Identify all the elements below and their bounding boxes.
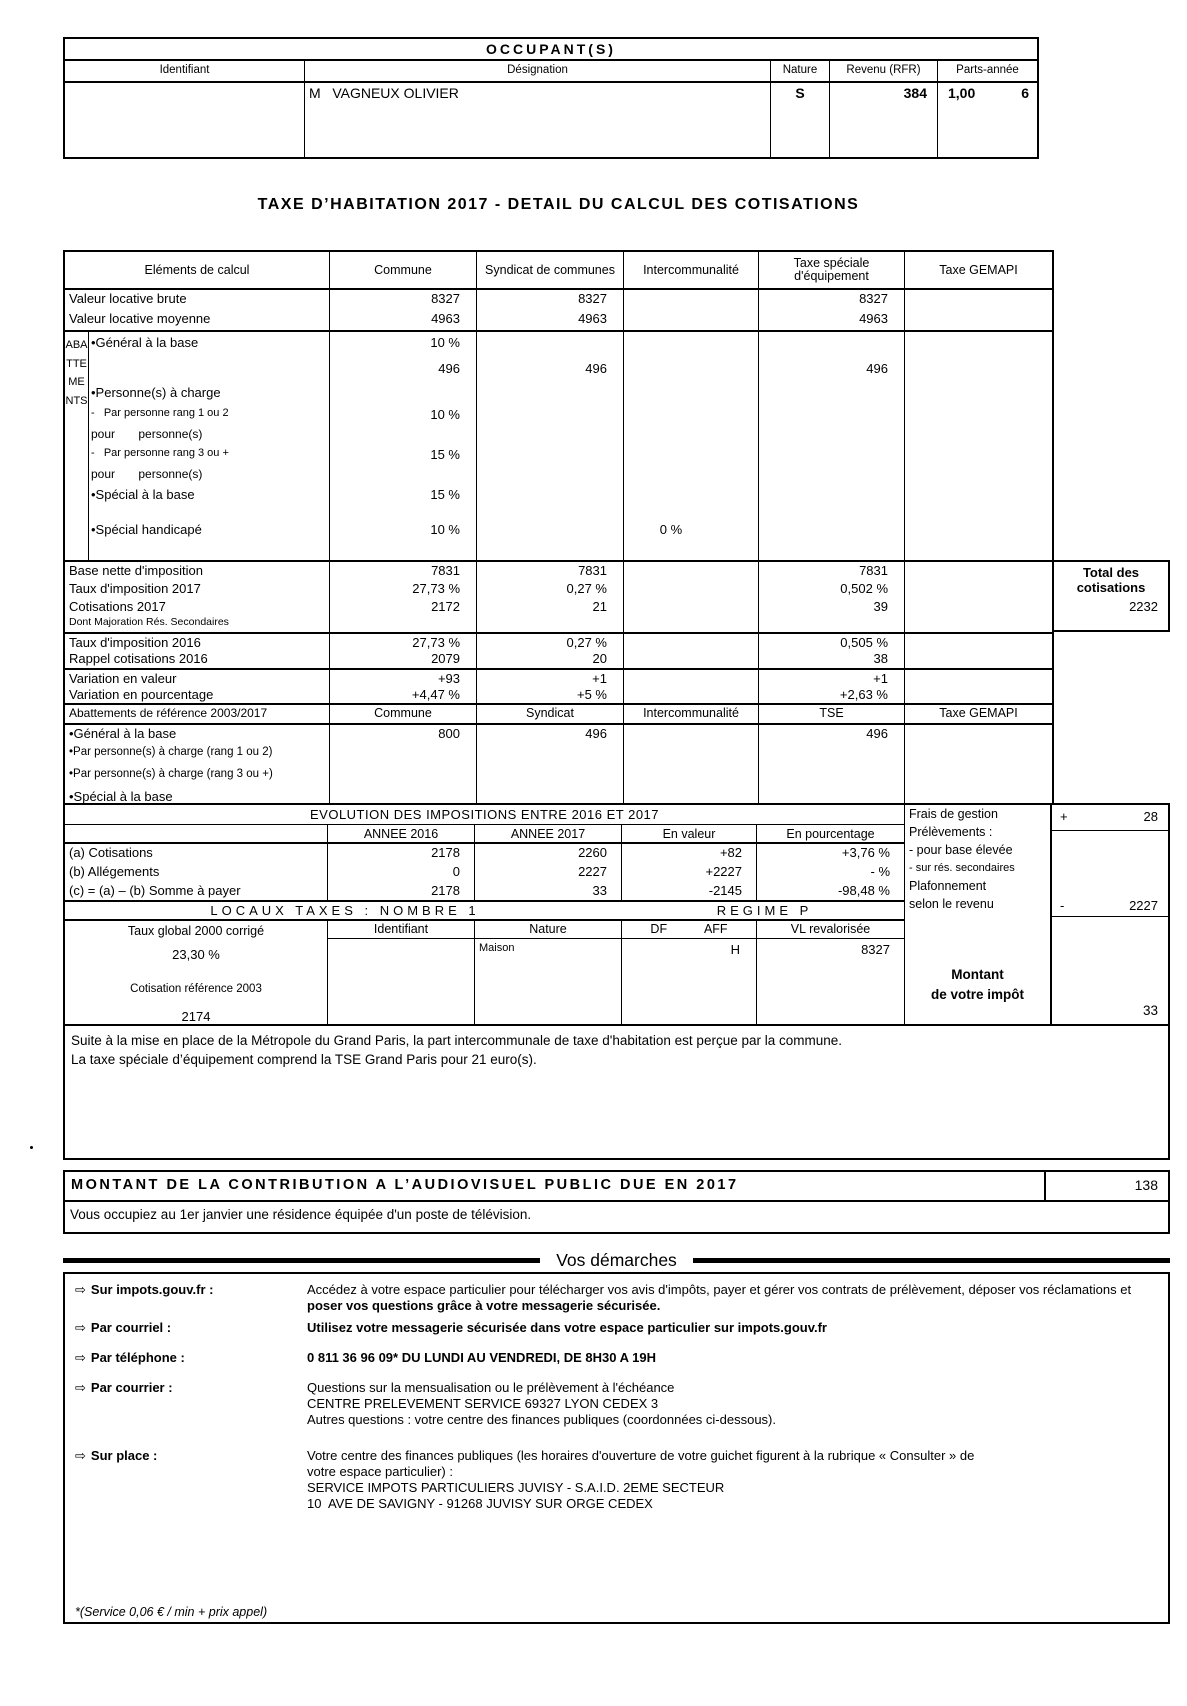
spacer <box>1054 250 1170 290</box>
cell: 4963 <box>759 310 905 330</box>
spacer <box>1054 650 1170 668</box>
cell <box>905 310 1052 330</box>
row-label: Valeur locative moyenne <box>65 310 330 330</box>
total-cotisations-label: Total des <box>1082 565 1140 580</box>
side-panel <box>905 805 1170 1024</box>
cell: 15 % <box>430 487 460 502</box>
row-label: Cotisations 2017 <box>65 598 330 615</box>
stray-mark <box>30 1146 33 1149</box>
locaux-header-row <box>328 921 904 939</box>
cell: +4,47 % <box>330 686 477 703</box>
item-line: 10 AVE DE SAVIGNY - 91268 JUVISY SUR ORGE CEDEX <box>307 1496 653 1511</box>
cell <box>330 427 476 447</box>
cell <box>905 598 1052 615</box>
abatt-label: •Personne(s) à charge <box>91 385 221 400</box>
base-elevee-label: - pour base élevée <box>909 843 1013 857</box>
item-line: SERVICE IMPOTS PARTICULIERS JUVISY - S.A.I.D. 2EME SECTEUR <box>307 1480 725 1495</box>
cotisation-ref-value: 2174 <box>181 1009 211 1024</box>
row-label: Base nette d'imposition <box>65 562 330 580</box>
cell <box>905 725 1052 745</box>
regime-label: REGIME P <box>716 903 813 918</box>
abatt-label: •Général à la base <box>91 335 199 350</box>
cell: +2,63 % <box>759 686 905 703</box>
col-commune: Commune <box>330 252 477 288</box>
locaux-row <box>328 939 904 1024</box>
notes-box <box>63 1024 1170 1160</box>
cell: 0,27 % <box>477 634 624 650</box>
row-label: •Par personne(s) à charge (rang 3 ou +) <box>65 767 330 788</box>
occupant-row <box>65 83 1037 157</box>
cell: 39 <box>759 598 905 615</box>
cell: +1 <box>477 670 624 686</box>
header-nature: Nature <box>475 921 622 938</box>
cotisation-ref-label: Cotisation référence 2003 <box>130 983 262 995</box>
occupants-title: OCCUPANT(S) <box>65 39 1037 61</box>
table-row <box>63 668 1170 686</box>
cell <box>905 650 1052 668</box>
cell: Syndicat <box>477 705 624 723</box>
plafonnement-label: Plafonnement <box>909 879 987 893</box>
cell: 0,505 % <box>759 634 905 650</box>
item-line: Autres questions : votre centre des finances publiques (coordonnées ci-dessous). <box>307 1412 776 1427</box>
cell: 2260 <box>475 844 622 863</box>
spacer <box>1054 290 1170 310</box>
total-cotisations-box: Total des cotisations 2232 <box>1054 560 1170 632</box>
cell: +93 <box>330 670 477 686</box>
abattements-gutter: ABATTEMENTS <box>65 332 89 560</box>
audiovisuel-value: 138 <box>1134 1177 1158 1193</box>
note-line: Suite à la mise en place de la Métropole du Grand Paris, la part intercommunale de taxe d'habitation est perçue par la commune. <box>71 1033 843 1048</box>
spacer <box>1054 703 1170 723</box>
table-row <box>63 788 1170 803</box>
evolution-row <box>65 863 904 882</box>
demarche-item <box>75 1350 1158 1366</box>
cell: TSE <box>759 705 905 723</box>
header-en-pourcentage: En pourcentage <box>786 827 875 841</box>
table-row <box>63 310 1170 330</box>
cell: 20 <box>477 650 624 668</box>
table-row <box>63 723 1170 745</box>
spacer <box>1054 686 1170 703</box>
spacer <box>1054 310 1170 330</box>
cell: 7831 <box>477 562 624 580</box>
table-row <box>63 686 1170 703</box>
cell: 4963 <box>330 310 477 330</box>
table-row <box>63 580 1170 598</box>
res-secondaires-label: - sur rés. secondaires <box>909 862 1015 874</box>
cell: 496 <box>866 361 888 376</box>
parts-months: 6 <box>1021 85 1029 101</box>
cell: 8327 <box>861 942 890 957</box>
spacer <box>1054 745 1170 767</box>
cell: 4963 <box>477 310 624 330</box>
cell <box>905 670 1052 686</box>
row-label: •Par personne(s) à charge (rang 1 ou 2) <box>65 745 330 767</box>
audiovisuel-title: MONTANT DE LA CONTRIBUTION A L’AUDIOVISUEL PUBLIC DUE EN 2017 <box>65 1172 1046 1200</box>
table-row <box>63 650 1170 668</box>
occupant-nature: S <box>771 83 830 157</box>
abatt-label <box>89 361 329 385</box>
abatt-label: pour personne(s) <box>91 427 203 441</box>
audiovisuel-section <box>63 1170 1170 1234</box>
header-nature: Nature <box>771 61 830 81</box>
spacer <box>1054 330 1170 560</box>
cell <box>624 310 759 330</box>
montant-impot-cell <box>1052 917 1168 1024</box>
cell: - % <box>870 864 890 879</box>
table-row <box>63 745 1170 767</box>
occupants-header-row <box>65 61 1037 83</box>
divider-line <box>63 1258 540 1263</box>
header-designation: Désignation <box>305 61 771 81</box>
demarches-heading-row <box>63 1250 1170 1271</box>
row-label: Valeur locative brute <box>65 290 330 310</box>
col-gemapi: Taxe GEMAPI <box>939 262 1018 277</box>
minus-sign: - <box>1060 898 1065 913</box>
cell: 2079 <box>330 650 477 668</box>
row-label: (c) = (a) – (b) Somme à payer <box>65 882 328 900</box>
cell: 2178 <box>328 844 475 863</box>
item-line: Votre centre des finances publiques (les horaires d'ouverture de votre guichet figurent à la rubrique « Consulter » de <box>307 1448 975 1463</box>
montant-impot-label: Montant de votre impôt <box>930 967 1024 1002</box>
header-revenu: Revenu (RFR) <box>830 61 938 81</box>
cell: 496 <box>759 725 905 745</box>
cell: 800 <box>330 725 477 745</box>
cell: 27,73 % <box>330 634 477 650</box>
cell: 15 % <box>430 447 460 462</box>
audiovisuel-note: Vous occupiez au 1er janvier une résidence équipée d'un poste de télévision. <box>70 1207 532 1222</box>
col-intercommunalite: Intercommunalité <box>624 252 759 288</box>
arrow-icon: ⇨ <box>75 1282 86 1297</box>
prelevements-label: Prélèvements : <box>909 825 993 839</box>
cell: H <box>622 939 757 1024</box>
table-row <box>63 767 1170 788</box>
cell: 0 % <box>659 522 683 537</box>
header-en-valeur: En valeur <box>622 825 757 842</box>
header-parts: Parts-année <box>956 64 1019 76</box>
cell <box>905 290 1052 310</box>
spacer <box>1054 788 1170 803</box>
cell <box>624 580 759 598</box>
plus-sign: + <box>1060 809 1068 824</box>
cell: 496 <box>585 361 607 376</box>
row-label: Taux d'imposition 2016 <box>65 634 330 650</box>
col-tse: Taxe spéciale d'équipement <box>759 252 905 288</box>
evolution-row <box>65 882 904 902</box>
table-row <box>63 632 1170 650</box>
abatt-label: - Par personne rang 3 ou + <box>91 447 229 459</box>
cell: 8327 <box>759 290 905 310</box>
parts-value: 1,00 <box>948 85 976 101</box>
cell <box>330 385 476 407</box>
total-cotisations-value: 2232 <box>1129 599 1158 614</box>
page-title: TAXE D’HABITATION 2017 - DETAIL DU CALCUL DES COTISATIONS <box>257 196 860 213</box>
service-footnote: *(Service 0,06 € / min + prix appel) <box>75 1605 268 1619</box>
cell: 0,502 % <box>759 580 905 598</box>
frais-gestion-label: Frais de gestion <box>909 807 998 821</box>
note-line: La taxe spéciale d’équipement comprend la TSE Grand Paris pour 21 euro(s). <box>71 1052 537 1067</box>
demarches-heading: Vos démarches <box>556 1250 677 1270</box>
frais-gestion-value: + 28 <box>1052 805 1168 831</box>
cell: 7831 <box>759 562 905 580</box>
arrow-icon: ⇨ <box>75 1448 86 1463</box>
cell: -98,48 % <box>837 883 890 898</box>
cell: 10 % <box>430 335 460 350</box>
locaux-title: LOCAUX TAXES : NOMBRE 1 <box>210 903 480 918</box>
occupant-designation: M VAGNEUX OLIVIER <box>305 83 771 157</box>
evolution-locaux-block <box>63 805 905 1024</box>
table-row <box>63 290 1170 310</box>
spacer <box>1054 632 1170 650</box>
header-identifiant: Identifiant <box>65 61 305 81</box>
cell <box>624 686 759 703</box>
divider-line <box>693 1258 1170 1263</box>
item-label: Par téléphone : <box>90 1350 185 1365</box>
cell: +2227 <box>622 863 757 882</box>
cell: +3,76 % <box>841 845 890 860</box>
cell: 10 % <box>430 522 460 537</box>
table-row <box>63 598 1170 615</box>
header-vl: VL revalorisée <box>790 922 871 936</box>
cell: Commune <box>330 705 477 723</box>
arrow-icon: ⇨ <box>75 1320 86 1335</box>
item-text-bold: 0 811 36 96 09* DU LUNDI AU VENDREDI, DE 8H30 A 19H <box>307 1350 656 1365</box>
spacer <box>1054 767 1170 788</box>
row-label: Dont Majoration Rés. Secondaires <box>65 615 330 632</box>
row-label: •Général à la base <box>65 725 330 745</box>
cell: 496 <box>438 361 460 376</box>
item-label: Par courrier : <box>90 1380 173 1395</box>
evolution-title: EVOLUTION DES IMPOSITIONS ENTRE 2016 ET 2017 <box>65 805 904 825</box>
ref-header-row <box>63 703 1170 723</box>
cell <box>624 598 759 615</box>
row-label: (b) Allégements <box>65 863 328 882</box>
cell <box>905 634 1052 650</box>
cell: Maison <box>475 939 622 1024</box>
item-text: Accédez à votre espace particulier pour télécharger vos avis d'impôts, payer et gérer vos contrats de prélèvement, déposer vos réclamations et <box>307 1282 1132 1297</box>
row-label: Taux d'imposition 2017 <box>65 580 330 598</box>
cell: 2172 <box>330 598 477 615</box>
header-annee-2017: ANNEE 2017 <box>475 825 622 842</box>
row-label: Abattements de référence 2003/2017 <box>65 705 330 723</box>
cell <box>624 634 759 650</box>
montant-impot-value: 33 <box>1142 1003 1158 1018</box>
arrow-icon: ⇨ <box>75 1380 86 1395</box>
cell <box>477 335 623 361</box>
taux-global-label: Taux global 2000 corrigé <box>127 924 265 938</box>
item-label: Sur impots.gouv.fr : <box>90 1282 214 1297</box>
cell: Intercommunalité <box>624 705 759 723</box>
item-line: CENTRE PRELEVEMENT SERVICE 69327 LYON CEDEX 3 <box>307 1396 659 1411</box>
locaux-title-row <box>65 902 904 921</box>
cell: -2145 <box>622 882 757 900</box>
cell: +1 <box>759 670 905 686</box>
header-df: DF <box>650 922 668 936</box>
row-label: Rappel cotisations 2016 <box>65 650 330 668</box>
demarches-box <box>63 1272 1170 1624</box>
spacer <box>1054 668 1170 686</box>
table-header-row <box>63 250 1170 290</box>
item-text-bold: Utilisez votre messagerie sécurisée dans votre espace particulier sur impots.gouv.fr <box>307 1320 827 1335</box>
abatt-label: •Spécial handicapé <box>91 522 202 537</box>
item-line: Questions sur la mensualisation ou le prélèvement à l'échéance <box>307 1380 675 1395</box>
demarche-item <box>75 1448 1158 1512</box>
cell: 8327 <box>330 290 477 310</box>
arrow-icon: ⇨ <box>75 1350 86 1365</box>
row-label: Variation en pourcentage <box>65 686 330 703</box>
cell: 2178 <box>328 882 475 900</box>
header-aff: AFF <box>703 922 728 936</box>
taux-global-cell <box>65 921 328 1024</box>
evolution-header-row <box>65 825 904 844</box>
demarche-item <box>75 1282 1158 1314</box>
cell <box>905 580 1052 598</box>
cell: +82 <box>622 844 757 863</box>
header-identifiant: Identifiant <box>328 921 475 938</box>
occupant-identifiant <box>65 83 305 157</box>
row-label: (a) Cotisations <box>65 844 328 863</box>
cell <box>328 939 475 1024</box>
cell <box>624 562 759 580</box>
cell: 0,27 % <box>477 580 624 598</box>
cell: 0 <box>328 863 475 882</box>
cell: 10 % <box>430 407 460 422</box>
abattements-block <box>63 330 1170 560</box>
evolution-row <box>65 844 904 863</box>
taux-global-value: 23,30 % <box>172 947 220 962</box>
occupant-parts <box>938 83 1037 157</box>
cell: 38 <box>759 650 905 668</box>
header-annee-2016: ANNEE 2016 <box>328 825 475 842</box>
cell <box>905 686 1052 703</box>
occupant-revenu: 384 <box>830 83 938 157</box>
plafonnement-value: - 2227 <box>1052 831 1168 917</box>
cell: 21 <box>477 598 624 615</box>
demarche-item <box>75 1320 1158 1336</box>
item-label: Sur place : <box>90 1448 158 1463</box>
item-line: votre espace particulier) : <box>307 1464 453 1479</box>
cell: Taxe GEMAPI <box>939 706 1018 720</box>
table-row <box>63 615 1170 632</box>
cell: +5 % <box>477 686 624 703</box>
item-label: Par courriel : <box>90 1320 172 1335</box>
demarche-item <box>75 1380 1158 1428</box>
cell: 27,73 % <box>330 580 477 598</box>
spacer <box>1054 723 1170 745</box>
cell: 8327 <box>477 290 624 310</box>
col-syndicat: Syndicat de communes <box>477 252 624 288</box>
cell: 33 <box>475 882 622 900</box>
cell <box>905 562 1052 580</box>
row-label: •Spécial à la base <box>65 788 330 803</box>
abatt-label: pour personne(s) <box>91 467 203 481</box>
cell: 7831 <box>330 562 477 580</box>
calculation-table <box>63 250 1170 1160</box>
cell <box>624 670 759 686</box>
cell: 496 <box>477 725 624 745</box>
abatt-label: - Par personne rang 1 ou 2 <box>91 407 229 419</box>
cell <box>330 467 476 487</box>
cell <box>624 650 759 668</box>
occupants-table <box>63 37 1039 159</box>
row-label: Variation en valeur <box>65 670 330 686</box>
table-row <box>63 560 1170 580</box>
item-text-bold: poser vos questions grâce à votre messagerie sécurisée. <box>307 1298 661 1313</box>
cell <box>759 335 904 361</box>
cell <box>624 725 759 745</box>
bottom-region <box>63 803 1170 1024</box>
cell: 2227 <box>475 863 622 882</box>
selon-revenu-label: selon le revenu <box>909 897 994 911</box>
cell <box>624 290 759 310</box>
abatt-label: •Spécial à la base <box>91 487 195 502</box>
col-elements: Eléments de calcul <box>65 252 330 288</box>
